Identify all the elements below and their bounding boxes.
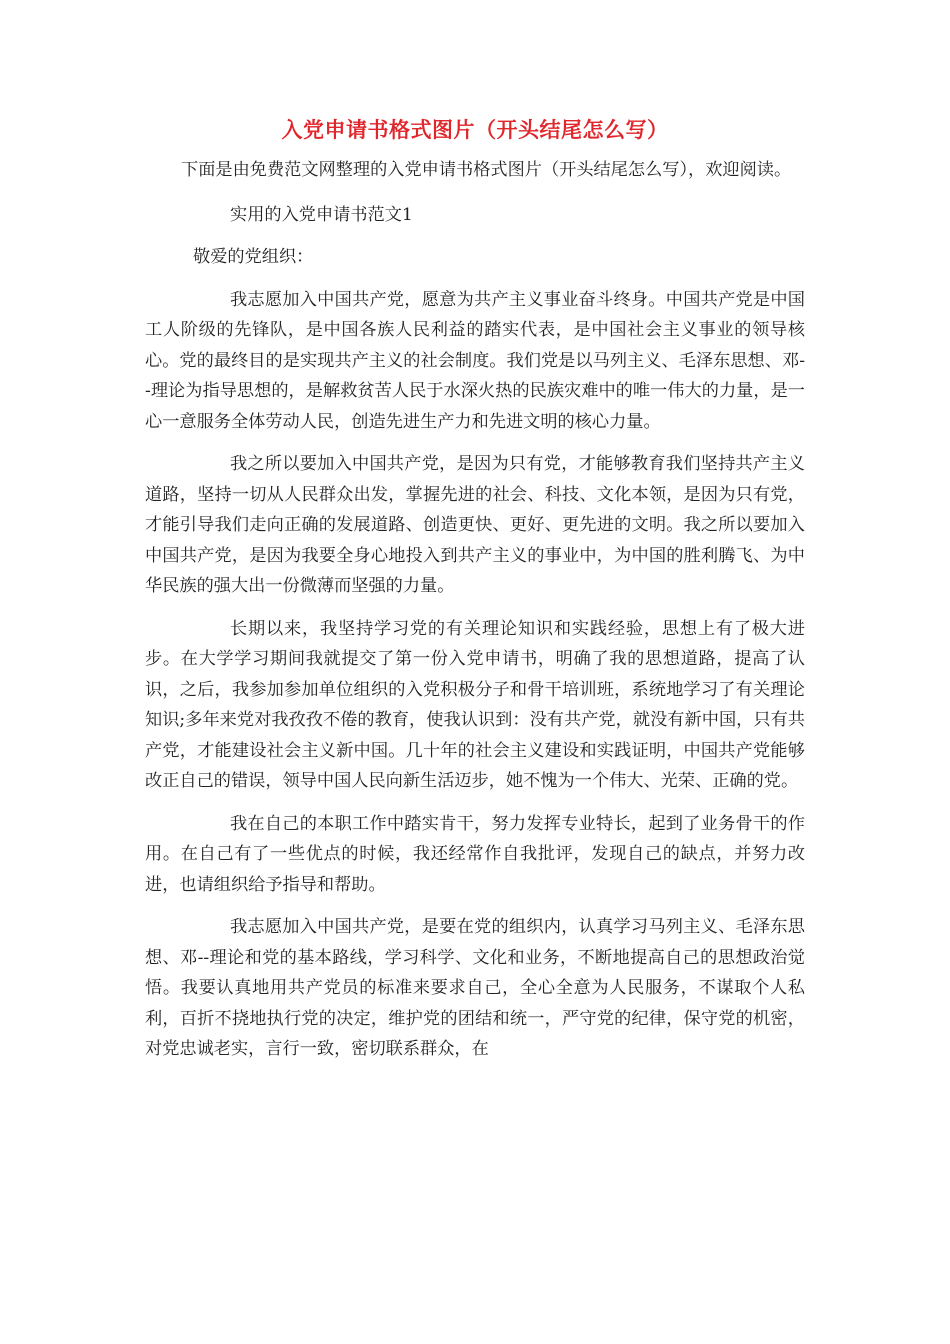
body-paragraph-5: 我志愿加入中国共产党，是要在党的组织内，认真学习马列主义、毛泽东思想、邓--理论和党的基本路线，学习科学、文化和业务，不断地提高自己的思想政治觉悟。我要认真地用共产党员的标准来要求自己，全心全意为人民服务，不谋取个人私利，百折不挠地执行党的决定，维护党的团结和统一，严守党的纪律，保守党的机密，对党忠诚老实，言行一致，密切联系群众，在 bbox=[145, 917, 805, 1059]
salutation: 敬爱的党组织： bbox=[193, 247, 314, 267]
body-paragraph-4: 我在自己的本职工作中踏实肯干，努力发挥专业特长，起到了业务骨干的作用。在自己有了一些优点的时候，我还经常作自我批评，发现自己的缺点，并努力改进，也请组织给予指导和帮助。 bbox=[145, 813, 805, 895]
intro-paragraph: 下面是由免费范文网整理的入党申请书格式图片（开头结尾怎么写），欢迎阅读。 bbox=[181, 160, 792, 180]
body-paragraph-3: 长期以来，我坚持学习党的有关理论知识和实践经验，思想上有了极大进步。在大学学习期间我就提交了第一份入党申请书，明确了我的思想道路，提高了认识，之后，我参加参加单位组织的入党积极分子和骨干培训班，系统地学习了有关理论知识;多年来党对我孜孜不倦的教育，使我认识到：没有共产党，就没有新中国，只有共产党，才能建设社会主义新中国。几十年的社会主义建设和实践证明，中国共产党能够改正自己的错误，领导中国人民向新生活迈步，她不愧为一个伟大、光荣、正确的党。 bbox=[145, 618, 805, 791]
document-title: 入党申请书格式图片（开头结尾怎么写） bbox=[281, 118, 669, 142]
body-paragraph-2: 我之所以要加入中国共产党，是因为只有党，才能够教育我们坚持共产主义道路，坚持一切从人民群众出发，掌握先进的社会、科技、文化本领，是因为只有党，才能引导我们走向正确的发展道路、创造更快、更好、更先进的文明。我之所以要加入中国共产党，是因为我要全身心地投入到共产主义的事业中，为中国的胜利腾飞、为中华民族的强大出一份微薄而坚强的力量。 bbox=[145, 454, 805, 596]
sample-subtitle: 实用的入党申请书范文1 bbox=[230, 204, 413, 225]
document-body bbox=[145, 155, 805, 1077]
body-paragraph-1: 我志愿加入中国共产党，愿意为共产主义事业奋斗终身。中国共产党是中国工人阶级的先锋队，是中国各族人民利益的踏实代表，是中国社会主义事业的领导核心。党的最终目的是实现共产主义的社会制度。我们党是以马列主义、毛泽东思想、邓--理论为指导思想的，是解救贫苦人民于水深火热的民族灾难中的唯一伟大的力量，是一心一意服务全体劳动人民，创造先进生产力和先进文明的核心力量。 bbox=[145, 289, 805, 432]
